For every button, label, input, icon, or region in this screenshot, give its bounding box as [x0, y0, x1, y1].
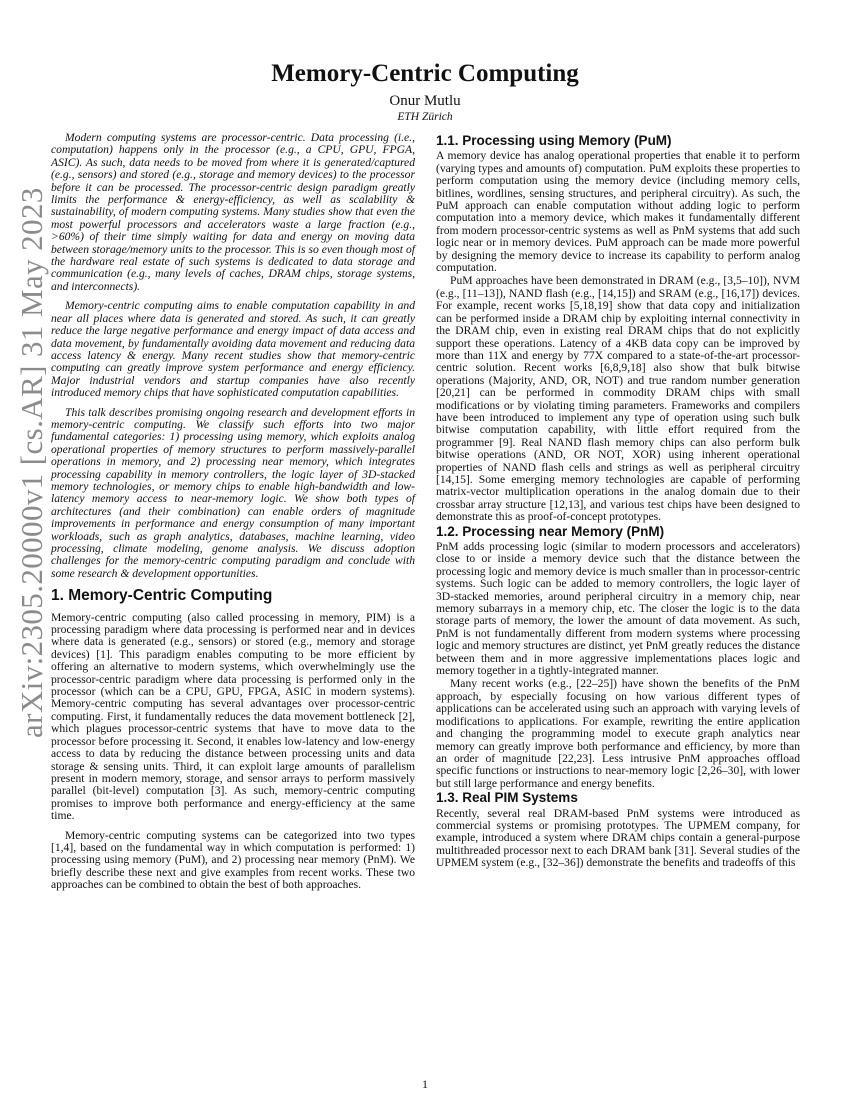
body-paragraph: Memory-centric computing systems can be categorized into two types [1,4], based on the fundamental way in which computation is performed: 1) processing using memory (PuM), and 2) processing near memory (PnM). We briefly describe these next and give examples from recent works. These two approaches can be combined to obtain the best of both approaches.: [51, 828, 415, 892]
subsection-heading: 1.2. Processing near Memory (PnM): [436, 523, 665, 539]
author-name: Onur Mutlu: [389, 93, 461, 109]
abstract-paragraph: Memory-centric computing aims to enable computation capability in and near all places where data is generated and stored. As such, it can greatly reduce the large negative performance and energy impact of data access and data movement, by fundamentally avoiding data movement and reducing data access latency & energy. Many recent studies show that memory-centric computing can greatly improve system performance and energy efficiency. Major industrial vendors and startup companies have also recently introduced memory chips that have sophisticated computation capabilities.: [51, 299, 415, 400]
body-paragraph: Memory-centric computing (also called processing in memory, PIM) is a processing paradigm where data processing is performed near and in devices where data is generated (e.g., sensors) or stored (e.g., memory and storage devices) [1]. This paradigm enables computing to be more efficient by offering an alternative to modern systems, which overwhelmingly use the processor-centric paradigm where data processing is performed only in the processor (which can be a CPU, GPU, FPGA, ASIC in modern systems). Memory-centric computing has several advantages over processor-centric computing. First, it fundamentally reduces the data movement bottleneck [2], which plagues processor-centric systems that have to move data to the processor before processing it. Second, it enables low-latency and low-energy access to data by reducing the distance between processing units and data storage & sensing units. Third, it can exploit large amounts of parallelism present in modern memory, storage, and sensor arrays to perform massively parallel (bit-level) computation [3]. As such, memory-centric computing promises to improve both performance and energy-efficiency at the same time.: [51, 610, 415, 823]
abstract: [51, 132, 415, 580]
body-paragraph: PuM approaches have been demonstrated in DRAM (e.g., [3,5–10]), NVM (e.g., [11–13]), NAND flash (e.g., [14,15]) and SRAM (e.g., [16,17]) devices. For example, recent works [5,18,19] show that data copy and initialization can be performed inside a DRAM chip by exploiting internal connectivity in the DRAM chip, even in existing real DRAM chips that do not explicitly support these operations. Latency of a 4KB data copy can be improved by more than 11X and energy by 77X compared to a state-of-the-art processor-centric solution. Recent works [6,8,9,18] also show that bulk bitwise operations (Majority, AND, OR, NOT) and true random number generation [20,21] can be performed in commodity DRAM chips with small modifications or by violating timing parameters. Frameworks and compilers have been introduced to implement any type of operation using such bulk bitwise computation capability, with little effort required from the programmer [9]. Real NAND flash memory chips can also perform bulk bitwise operations (AND, OR NOT, XOR) using inherent operational properties of NAND flash cells and strings as well as peripheral circuitry [14,15]. Some emerging memory technologies are capable of performing matrix-vector multiplication operations in the analog domain due to their crossbar array structure [12,13], and various test chips have been designed to demonstrate this as proof-of-concept prototypes.: [436, 274, 800, 524]
body-paragraph: A memory device has analog operational properties that enable it to perform (varying types and amounts of) computation. PuM exploits these properties to perform computation using the memory device (including memory cells, bitlines, wordlines, sensing structures, and peripheral circuitry). As such, the PuM approach can enable computation without adding logic to perform computation into a memory device, which makes it fundamentally different from modern processor-centric systems as well as PnM systems that add such logic near or in memory devices. PuM approach can be made more powerful by designing the memory device to increase its capability to perform analog computation.: [436, 149, 800, 275]
author-affiliation: ETH Zürich: [397, 111, 453, 123]
page-number: 1: [422, 1077, 428, 1091]
body-paragraph: Recently, several real DRAM-based PnM systems were introduced as commercial systems or promising prototypes. The UPMEM company, for example, introduced a system where DRAM chips contain a general-purpose multithreaded processor next to each DRAM bank [31]. Several studies of the UPMEM system (e.g., [32–36]) demonstrate the benefits and tradeoffs of this: [436, 806, 800, 870]
left-column: [51, 132, 415, 899]
subsection-heading: 1.3. Real PIM Systems: [436, 790, 578, 806]
right-column: [436, 133, 800, 871]
abstract-paragraph: Modern computing systems are processor-centric. Data processing (i.e., computation) happens only in the processor (e.g., a CPU, GPU, FPGA, ASIC). As such, data needs to be moved from where it is generated/captured (e.g., sensors) and stored (e.g., storage and memory devices) to the processor before it can be processed. The processor-centric design paradigm greatly limits the performance & energy-efficiency, as well as scalability & sustainability, of modern computing systems. Many studies show that even the most powerful processors and accelerators waste a large fraction (e.g., >60%) of their time simply waiting for data and energy on moving data between storage/memory units to the processor. This is so even though most of the hardware real estate of such systems is dedicated to data storage and communication (e.g., many levels of caches, DRAM chips, storage systems, and interconnects).: [51, 131, 415, 293]
section-heading: 1. Memory-Centric Computing: [51, 587, 273, 605]
arxiv-identifier: arXiv:2305.20000v1 [cs.AR] 31 May 2023: [14, 187, 49, 738]
body-paragraph: PnM adds processing logic (similar to modern processors and accelerators) close to or inside a memory device such that the distance between the processing logic and memory device is much smaller than in processor-centric systems. Such logic can be added to memory controllers, the logic layer of 3D-stacked memories, around peripheral circuitry in a memory chip, near memory subarrays in a memory chip, etc. The closer the logic is to the data storage parts of memory, the lower the amount of data movement. As such, PnM is not fundamentally different from modern systems where processing logic and memory structures are distinct, yet PnM greatly reduces the distance between them and in more aggressive implementations places logic and memory together in a tightly-integrated manner.: [436, 540, 800, 678]
abstract-paragraph: This talk describes promising ongoing research and development efforts in memory-centric computing. We classify such efforts into two major fundamental categories: 1) processing using memory, which exploits analog operational properties of memory structures to perform massively-parallel operations in memory, and 2) processing near memory, which integrates processing capability in memory controllers, the logic layer of 3D-stacked memory technologies, or memory chips to enable high-bandwidth and low-latency memory access to near-memory logic. We show both types of architectures (and their combination) can enable orders of magnitude improvements in performance and energy consumption of many important workloads, such as graph analytics, databases, machine learning, video processing, climate modeling, genome analysis. We discuss adoption challenges for the memory-centric computing paradigm and conclude with some research & development opportunities.: [51, 405, 415, 580]
paper-title: Memory-Centric Computing: [271, 60, 579, 87]
subsection-heading: 1.1. Processing using Memory (PuM): [436, 133, 672, 148]
body-paragraph: Many recent works (e.g., [22–25]) have shown the benefits of the PnM approach, by especially focusing on how various different types of applications can be accelerated using such an approach with varying levels of modifications to applications. For example, rewriting the entire application and changing the programming model to execute graph analytics near memory can greatly improve both performance and efficiency, by more than an order of magnitude [22,23]. Less intrusive PnM approaches offload specific functions or instructions to near-memory logic [2,26–30], with lower but still large performance and energy benefits.: [436, 677, 800, 790]
